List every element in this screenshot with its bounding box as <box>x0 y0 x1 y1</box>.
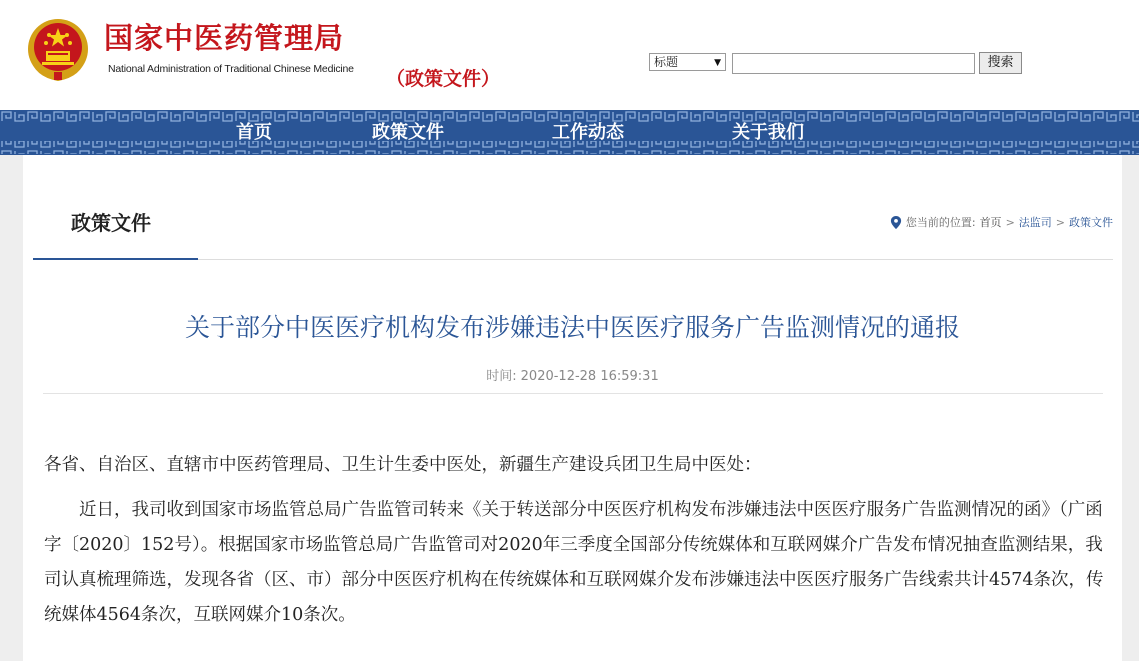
main-content <box>23 155 1122 661</box>
nav-item-about[interactable]: 关于我们 <box>732 122 804 143</box>
breadcrumb <box>890 214 1113 230</box>
article-timestamp <box>23 365 1122 384</box>
location-pin-icon <box>890 216 902 229</box>
site-name-en: National Administration of Traditional Chinese Medicine <box>108 63 354 75</box>
tab-policy-documents[interactable]: 政策文件 <box>71 211 151 235</box>
national-emblem-icon <box>26 17 90 81</box>
article-salutation: 各省、自治区、直辖市中医药管理局、卫生计生委中医处，新疆生产建设兵团卫生局中医处： <box>44 455 762 475</box>
breadcrumb-department-link[interactable]: 法监司 <box>1018 216 1052 229</box>
breadcrumb-prefix: 您当前的位置: <box>905 216 976 229</box>
timestamp-value: 2020-12-28 16:59:31 <box>520 369 659 384</box>
breadcrumb-separator: > <box>1055 215 1065 229</box>
search-scope-value: 标题 <box>654 55 679 69</box>
site-name-cn: 国家中医药管理局 <box>104 21 345 55</box>
article-title: 关于部分中医医疗机构发布涉嫌违法中医医疗服务广告监测情况的通报 <box>184 313 960 342</box>
article-body <box>44 448 1104 643</box>
tab-active-indicator <box>33 258 198 260</box>
timestamp-label: 时间: <box>486 369 517 384</box>
breadcrumb-separator: > <box>1005 215 1015 229</box>
chevron-down-icon: ▼ <box>714 58 721 68</box>
breadcrumb-home-link[interactable]: 首页 <box>979 216 1002 229</box>
search-button[interactable]: 搜索 <box>979 52 1022 74</box>
nav-item-policy[interactable]: 政策文件 <box>372 122 444 143</box>
breadcrumb-current-link[interactable]: 政策文件 <box>1069 216 1113 229</box>
section-badge: （政策文件） <box>386 68 501 90</box>
nav-item-work-news[interactable]: 工作动态 <box>552 122 624 143</box>
search-scope-select[interactable] <box>649 53 726 71</box>
article-paragraph: 近日，我司收到国家市场监管总局广告监管司转来《关于转送部分中医医疗机构发布涉嫌违法中医医疗服务广告监测情况的函》（广函字〔2020〕152号）。根据国家市场监管总局广告监管司对2020年三季度全国部分传统媒体和互联网媒介广告发布情况抽查监测结果，我司认真梳理筛选，发现各省（区、市）部分中医医疗机构在传统媒体和互联网媒介发布涉嫌违法中医医疗服务广告线索共计4574条次，传统媒体4564条次，互联网媒介10条次。 <box>44 500 1104 625</box>
divider <box>198 259 1113 260</box>
search-input[interactable] <box>732 53 975 74</box>
divider <box>43 393 1103 394</box>
main-nav <box>0 110 1139 155</box>
site-header <box>0 0 1139 110</box>
nav-item-home[interactable]: 首页 <box>236 122 272 143</box>
